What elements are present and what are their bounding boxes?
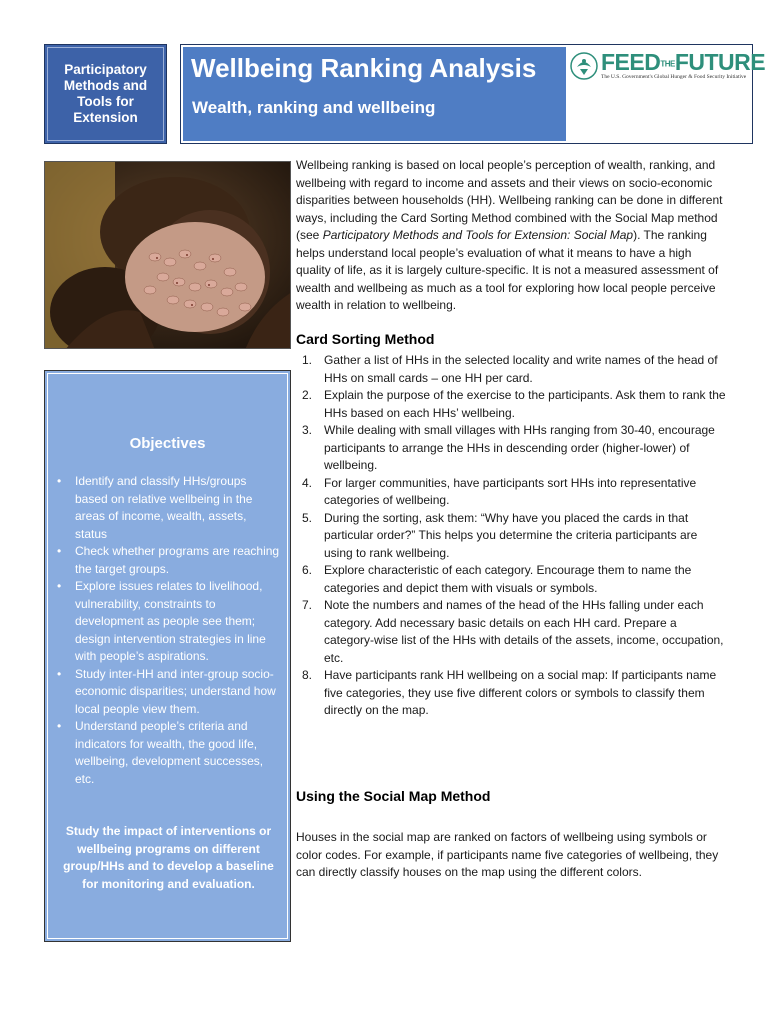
list-item: 2. Explain the purpose of the exercise to the participants. Ask them to rank the HHs based on each HHs’ wellbeing. (302, 388, 726, 420)
title-banner (180, 44, 766, 144)
bullet-icon: • (57, 666, 62, 681)
list-item: 3. While dealing with small villages with HHs ranging from 30-40, encourage participants to arrange the HHs in descending order (higher-lower) of wellbeing. (302, 423, 715, 472)
objectives-title: Objectives (129, 435, 206, 452)
social-map-paragraph: Houses in the social map are ranked on factors of wellbeing using symbols or color codes. For example, if participants name five categories of wellbeing, they can directly classify houses on the map using the different colors. (296, 830, 719, 879)
bullet-icon: • (57, 544, 62, 558)
series-label-box (44, 44, 167, 144)
list-item: • Check whether programs are reaching the target groups. (55, 543, 280, 578)
objectives-panel (44, 370, 291, 942)
list-item: 8. Have participants rank HH wellbeing on a social map: If participants name five categories, they use five different colors or symbols to classify them directly on the map. (302, 668, 717, 717)
list-item: 5. During the sorting, ask them: “Why have you placed the cards in that particular order?” This helps you determine the criteria participants are using to rank wellbeing. (302, 510, 698, 560)
objectives-list (55, 473, 280, 788)
bullet-icon: • (57, 474, 62, 488)
bullet-icon: • (57, 579, 62, 593)
card-sorting-steps (296, 352, 728, 720)
social-map-heading: Using the Social Map Method (296, 788, 491, 804)
logo-tagline: The U.S. Government's Global Hunger & Food Security Initiative (601, 74, 747, 80)
hands-holding-beans-image (44, 161, 291, 349)
list-item: • Explore issues relates to livelihood, vulnerability, constraints to development as people see them; design intervention strategies in line with people’s aspirations. (55, 578, 280, 666)
bullet-icon: • (57, 719, 62, 733)
list-item: • Study inter-HH and inter-group socio-economic disparities; understand how local people view them. (55, 666, 280, 719)
seal-icon (569, 51, 599, 81)
series-title: Participatory Methods and Tools for Extension (63, 62, 148, 125)
title-panel (183, 47, 566, 141)
intro-paragraph: Wellbeing ranking is based on local people’s perception of wealth, ranking, and wellbeing with regard to income and assets and their views on socio-economic disparities between households (HH). Wellbeing ranking can be done in different ways, including the Card Sorting Method combined with the Social Map method (see Participatory Methods and Tools for Extension: Social Map). The ranking helps understand local people’s evaluation of what it means to have a high quality of life, as it is largely culture-specific. It is not a measured assessment of wealth and wellbeing as much as a tool for exploring how local people perceive wealth in relation to wellbeing. (296, 158, 723, 312)
page-subtitle: Wealth, ranking and wellbeing (192, 98, 436, 117)
list-item: • Identify and classify HHs/groups based on relative wellbeing in the areas of income, wealth, assets, status (55, 473, 280, 543)
page-title: Wellbeing Ranking Analysis (191, 53, 537, 83)
list-item: 1. Gather a list of HHs in the selected locality and write names of the head of HHs on small cards – one HH per card. (302, 353, 718, 385)
list-item: 6. Explore characteristic of each category. Encourage them to name the categories and depict them with visuals or symbols. (302, 563, 692, 595)
card-sorting-heading: Card Sorting Method (296, 331, 435, 347)
list-item: • Understand people’s criteria and indicators for wealth, the good life, wellbeing, development successes, etc. (55, 718, 280, 788)
objectives-footer: Study the impact of interventions or wellbeing programs on different group/HHs and to develop a baseline for monitoring and evaluation. (63, 824, 274, 891)
list-item: 7. Note the numbers and names of the head of the HHs falling under each category. Add necessary basic details on each HH card. Prepare a category-wise list of the HHs with details of the assets, income, occupation, etc. (302, 598, 724, 665)
list-item: 4. For larger communities, have participants sort HHs into representative categories of wellbeing. (302, 475, 697, 507)
feed-the-future-logo (567, 47, 766, 141)
logo-wordmark: FEEDTHEFUTURE (601, 49, 766, 75)
